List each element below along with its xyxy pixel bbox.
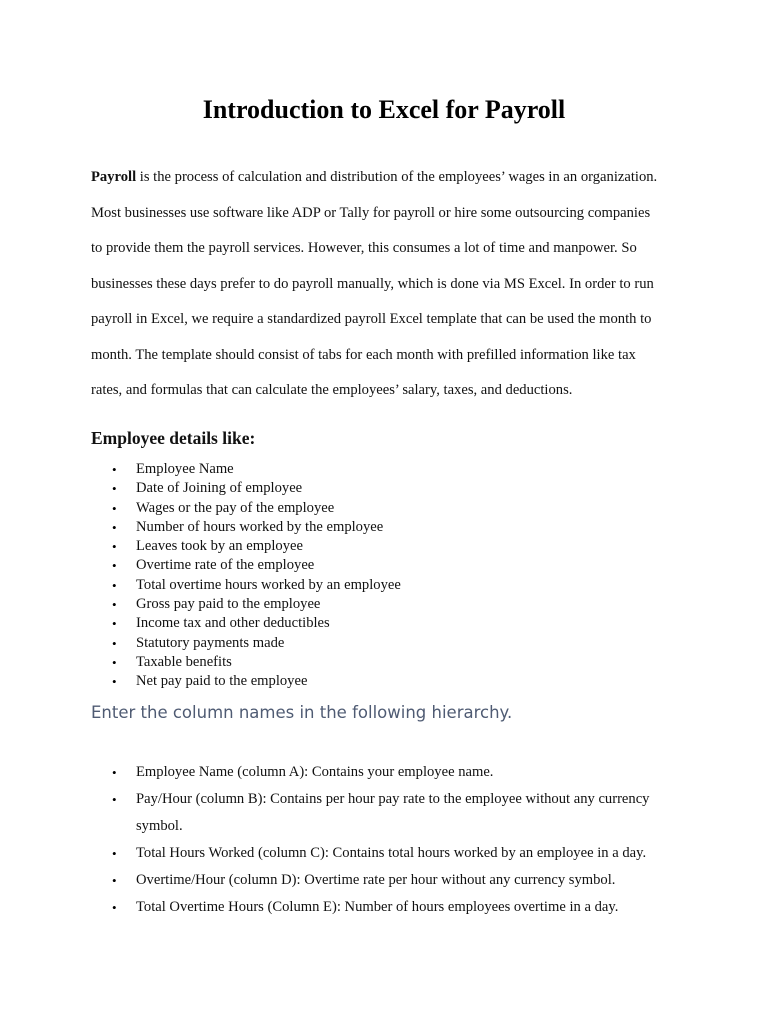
list-item: • Gross pay paid to the employee (91, 595, 401, 614)
list-item: • Overtime rate of the employee (91, 556, 401, 575)
list-item: • Income tax and other deductibles (91, 614, 401, 633)
list-item: • Overtime/Hour (column D): Overtime rate per hour without any currency symbol. (91, 867, 691, 894)
bullet-icon: • (112, 792, 117, 807)
bullet-icon: • (112, 846, 117, 861)
column-hierarchy-heading: Enter the column names in the following hierarchy. (91, 703, 513, 722)
employee-details-list (91, 460, 401, 692)
list-item: • Employee Name (91, 460, 401, 479)
intro-line: Payroll is the process of calculation and distribution of the employees’ wages in an organization. (91, 169, 658, 185)
intro-line: rates, and formulas that can calculate the employees’ salary, taxes, and deductions. (91, 382, 573, 398)
bullet-icon: • (112, 558, 117, 574)
bullet-icon: • (112, 635, 117, 651)
list-item: • Pay/Hour (column B): Contains per hour pay rate to the employee without any currency symbol. (91, 786, 691, 840)
bullet-icon: • (112, 900, 117, 915)
bullet-icon: • (112, 674, 117, 690)
list-item: • Total Overtime Hours (Column E): Number of hours employees overtime in a day. (91, 894, 691, 921)
bullet-icon: • (112, 873, 117, 888)
intro-line: businesses these days prefer to do payroll manually, which is done via MS Excel. In order to run (91, 275, 654, 292)
bullet-icon: • (112, 597, 117, 613)
bullet-icon: • (112, 539, 117, 555)
bullet-icon: • (112, 481, 117, 497)
list-item: • Total overtime hours worked by an employee (91, 576, 401, 595)
intro-line: to provide them the payroll services. However, this consumes a lot of time and manpower. So (91, 240, 637, 256)
list-item: • Taxable benefits (91, 653, 401, 672)
intro-line: Most businesses use software like ADP or Tally for payroll or hire some outsourcing companies (91, 204, 651, 221)
intro-line: payroll in Excel, we require a standardized payroll Excel template that can be used the month to (91, 311, 652, 327)
column-names-list (91, 759, 691, 921)
intro-line: month. The template should consist of tabs for each month with prefilled information like tax (91, 346, 636, 363)
bullet-icon: • (112, 462, 117, 477)
intro-bold-lead: Payroll (91, 169, 137, 185)
bullet-icon: • (112, 577, 117, 593)
list-item: • Leaves took by an employee (91, 537, 401, 556)
bullet-icon: • (112, 616, 117, 632)
bullet-icon: • (112, 654, 117, 670)
employee-details-heading: Employee details like: (91, 428, 256, 448)
bullet-icon: • (112, 500, 117, 516)
list-item: • Statutory payments made (91, 634, 401, 653)
list-item: • Total Hours Worked (column C): Contains total hours worked by an employee in a day. (91, 840, 691, 867)
page-title: Introduction to Excel for Payroll (202, 95, 566, 124)
list-item: • Wages or the pay of the employee (91, 499, 401, 518)
list-item: • Date of Joining of employee (91, 479, 401, 498)
list-item: • Employee Name (column A): Contains your employee name. (91, 759, 691, 786)
intro-paragraph (91, 160, 691, 409)
list-item: • Number of hours worked by the employee (91, 518, 401, 537)
list-item: • Net pay paid to the employee (91, 672, 401, 691)
bullet-icon: • (112, 765, 117, 780)
bullet-icon: • (112, 519, 117, 535)
